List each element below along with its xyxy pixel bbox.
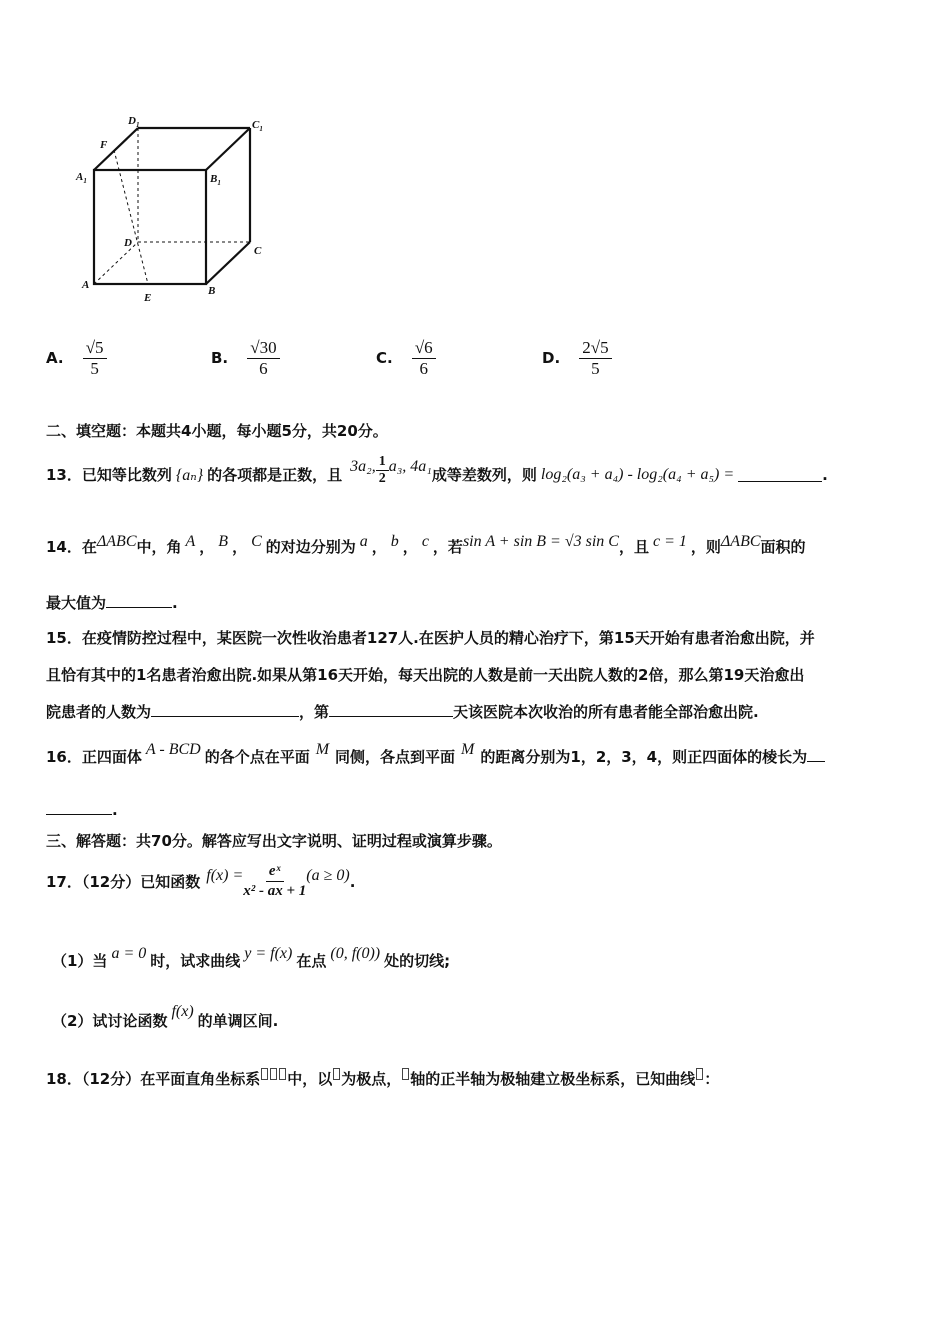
question-17-part1: （1）当 a = 0 时，试求曲线 y = f(x) 在点 (0, f(0)) 处的切线;	[52, 945, 451, 970]
q13-expr: log₂(a₃ + a₄) - log₂(a₄ + a₅) =	[540, 465, 735, 483]
missing-glyph-icon	[270, 1068, 277, 1080]
option-a[interactable]	[46, 338, 107, 379]
q13-answer-blank[interactable]	[738, 467, 822, 482]
missing-glyph-icon	[333, 1068, 340, 1080]
missing-glyph-icon	[279, 1068, 286, 1080]
q13-seq: {aₙ}	[175, 466, 204, 484]
question-15-line3: 院患者的人数为 ，第 天该医院本次收治的所有患者能全部治愈出院.	[46, 703, 759, 721]
option-b-den: 6	[259, 359, 268, 378]
label-B: B	[208, 285, 216, 297]
label-C1: $C_1$	[252, 119, 263, 133]
option-d[interactable]	[542, 338, 612, 379]
q14-triangle: ΔABC	[96, 533, 137, 550]
section2-heading: 二、填空题：本题共4小题，每小题5分，共20分。	[46, 422, 388, 440]
option-d-num: 2√5	[579, 338, 611, 359]
option-b-label: B.	[211, 349, 229, 367]
question-16: 16．正四面体 A - BCD 的各个点在平面 M 同侧，各点到平面 M 的距离分别为1，2，3，4，则正四面体的棱长为	[46, 746, 825, 767]
option-c-num: √6	[412, 338, 436, 359]
question-17-part2: （2）试讨论函数f(x)的单调区间.	[52, 1003, 279, 1030]
cube-front-face	[94, 170, 206, 284]
label-E: E	[144, 292, 152, 304]
q16-tetrahedron: A - BCD	[145, 741, 201, 758]
label-A: A	[82, 279, 90, 291]
q17-numerator: eˣ	[266, 862, 284, 882]
label-B1: $B_1$	[210, 173, 221, 187]
question-15-line1: 15．在疫情防控过程中，某医院一次性收治患者127人.在医护人员的精心治疗下，第15天开始有患者治愈出院，并	[46, 629, 815, 647]
q16-answer-blank-a[interactable]	[807, 747, 825, 762]
missing-glyph-icon	[402, 1068, 409, 1080]
q15-answer-blank-2[interactable]	[329, 702, 453, 717]
q13-terms-b: a₃, 4a₁	[388, 457, 432, 475]
option-d-den: 5	[591, 359, 600, 378]
label-F: F	[100, 139, 108, 151]
q17-function: f(x) =	[206, 866, 244, 884]
label-C: C	[254, 245, 262, 257]
option-c-den: 6	[419, 359, 428, 378]
question-16-line2: .	[46, 800, 118, 819]
option-c-label: C.	[376, 349, 393, 367]
q14-equation: sin A + sin B = √3 sin C	[462, 533, 619, 550]
cube-figure	[70, 108, 300, 313]
option-b-num: √30	[247, 338, 279, 359]
option-a-label: A.	[46, 349, 64, 367]
section3-heading: 三、解答题：共70分。解答应写出文字说明、证明过程或演算步骤。	[46, 832, 502, 850]
question-14-line2: 最大值为 .	[46, 594, 178, 612]
q14-triangle-2: ΔABC	[720, 533, 761, 550]
missing-glyph-icon	[696, 1068, 703, 1080]
option-c[interactable]	[376, 338, 436, 379]
question-14: 14．在ΔABC中，角 A ， B ， C 的对边分别为 a ， b ， c ，若sin A + sin B = √3 sin C，且 c = 1 ，则ΔABC面积的	[46, 533, 806, 556]
question-13: 13．已知等比数列 {aₙ} 的各项都是正数，且 3a₂, $\frac{1}{2}$ a₃, 4a₁ 成等差数列，则 log₂(a₃ + a₄) - log₂(a₄ + a₅) = .	[46, 454, 828, 486]
label-D: D	[124, 237, 132, 249]
q15-answer-blank-1[interactable]	[151, 702, 299, 717]
option-b[interactable]	[211, 338, 280, 379]
q17-denominator: x² - ax + 1	[243, 883, 307, 899]
option-a-num: √5	[83, 338, 107, 359]
missing-glyph-icon	[261, 1068, 268, 1080]
label-A1: $A_1$	[76, 171, 87, 185]
question-18: 18．（12分）在平面直角坐标系 中，以 为极点， 轴的正半轴为极轴建立极坐标系，已知曲线 ：	[46, 1070, 720, 1088]
option-d-label: D.	[542, 349, 561, 367]
q13-terms-a: 3a₂,	[350, 457, 376, 475]
q16-answer-blank-b[interactable]	[46, 800, 112, 815]
question-15-line2: 且恰有其中的1名患者治愈出院.如果从第16天开始，每天出院的人数是前一天出院人数的2倍，那么第19天治愈出	[46, 666, 805, 684]
question-17: 17．（12分）已知函数 f(x) = $\frac{\text{eˣ}}{\text{x² - ax + 1}}$ (a ≥ 0) .	[46, 863, 356, 899]
label-D1: $D_1$	[128, 115, 140, 129]
q14-answer-blank[interactable]	[106, 593, 172, 608]
option-a-den: 5	[90, 359, 99, 378]
